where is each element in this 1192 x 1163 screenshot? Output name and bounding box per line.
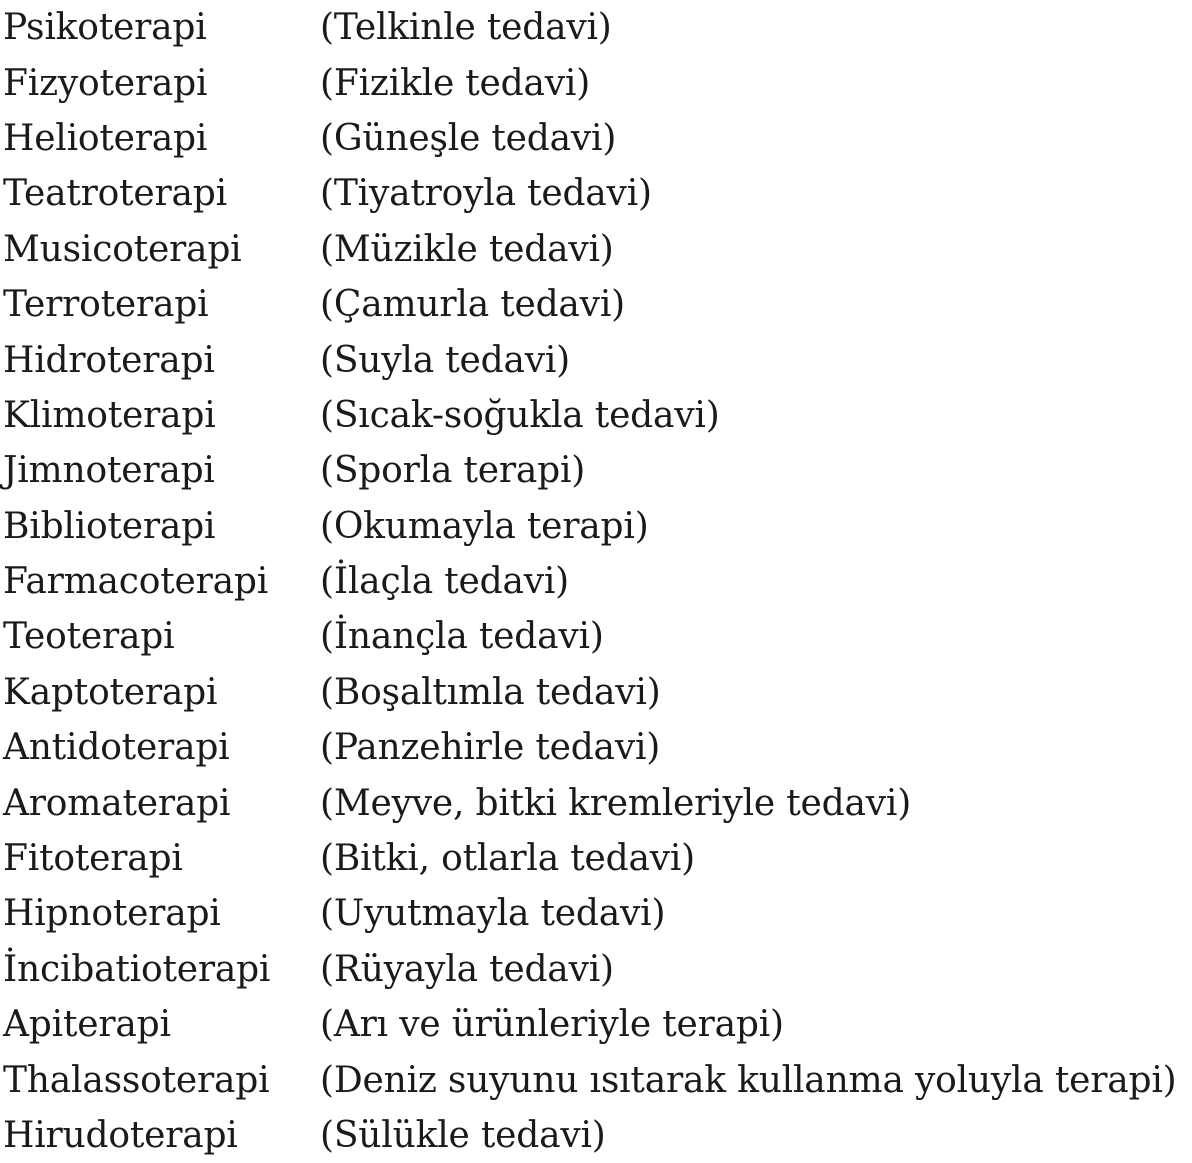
therapy-term: Antidoterapi [3, 727, 230, 769]
therapy-description: (Tiyatroyla tedavi) [320, 173, 652, 215]
therapy-description: (Güneşle tedavi) [320, 117, 617, 159]
therapy-term: Biblioterapi [3, 505, 216, 547]
list-item [3, 222, 1192, 277]
list-item [3, 554, 1192, 609]
therapy-description: (Panzehirle tedavi) [320, 727, 661, 769]
list-item [3, 775, 1192, 830]
list-item [3, 388, 1192, 443]
list-item [3, 332, 1192, 387]
therapy-term: Hirudoterapi [3, 1115, 238, 1156]
therapy-term: Psikoterapi [3, 7, 207, 49]
therapy-description: (Müzikle tedavi) [320, 228, 614, 270]
therapy-term: Aromaterapi [3, 782, 231, 824]
therapy-term: Teatroterapi [3, 173, 227, 215]
therapy-term: Thalassoterapi [3, 1059, 270, 1101]
list-item [3, 831, 1192, 886]
therapy-term: Helioterapi [3, 117, 208, 159]
therapy-description: (Bitki, otlarla tedavi) [320, 838, 696, 880]
therapy-term: Klimoterapi [3, 394, 216, 436]
list-item [3, 166, 1192, 221]
therapy-description: (Fizikle tedavi) [320, 62, 591, 104]
list-item [3, 443, 1192, 498]
therapy-list [3, 0, 1192, 1163]
list-item [3, 720, 1192, 775]
therapy-term: Hidroterapi [3, 339, 215, 381]
list-item [3, 499, 1192, 554]
therapy-description: (Çamurla tedavi) [320, 284, 625, 326]
therapy-description: (İnançla tedavi) [320, 616, 604, 658]
therapy-description: (İlaçla tedavi) [320, 561, 570, 603]
therapy-term: Terroterapi [3, 284, 209, 326]
therapy-description: (Boşaltımla tedavi) [320, 671, 661, 713]
therapy-term: Jimnoterapi [3, 450, 215, 492]
therapy-term: Farmacoterapi [3, 561, 269, 603]
list-item [3, 111, 1192, 166]
therapy-description: (Sporla terapi) [320, 450, 586, 492]
list-item [3, 886, 1192, 941]
therapy-term: İncibatioterapi [3, 948, 271, 990]
list-item [3, 55, 1192, 110]
therapy-description: (Sülükle tedavi) [320, 1115, 606, 1156]
therapy-term: Fizyoterapi [3, 62, 208, 104]
list-item [3, 277, 1192, 332]
list-item [3, 609, 1192, 664]
list-item [3, 942, 1192, 997]
therapy-description: (Deniz suyunu ısıtarak kullanma yoluyla terapi) [320, 1059, 1177, 1101]
therapy-description: (Sıcak-soğukla tedavi) [320, 394, 720, 436]
list-item [3, 665, 1192, 720]
therapy-description: (Rüyayla tedavi) [320, 948, 614, 990]
therapy-term: Kaptoterapi [3, 671, 218, 713]
therapy-description: (Uyutmayla tedavi) [320, 893, 666, 935]
therapy-term: Musicoterapi [3, 228, 242, 270]
therapy-description: (Okumayla terapi) [320, 505, 649, 547]
therapy-description: (Meyve, bitki kremleriyle tedavi) [320, 782, 912, 824]
list-item [3, 0, 1192, 55]
therapy-description: (Suyla tedavi) [320, 339, 571, 381]
therapy-term: Apiterapi [3, 1004, 171, 1046]
therapy-term: Teoterapi [3, 616, 175, 658]
list-item [3, 1052, 1192, 1107]
therapy-description: (Telkinle tedavi) [320, 7, 612, 49]
therapy-term: Fitoterapi [3, 838, 183, 880]
therapy-description: (Arı ve ürünleriyle terapi) [320, 1004, 784, 1046]
therapy-term: Hipnoterapi [3, 893, 221, 935]
list-item [3, 997, 1192, 1052]
